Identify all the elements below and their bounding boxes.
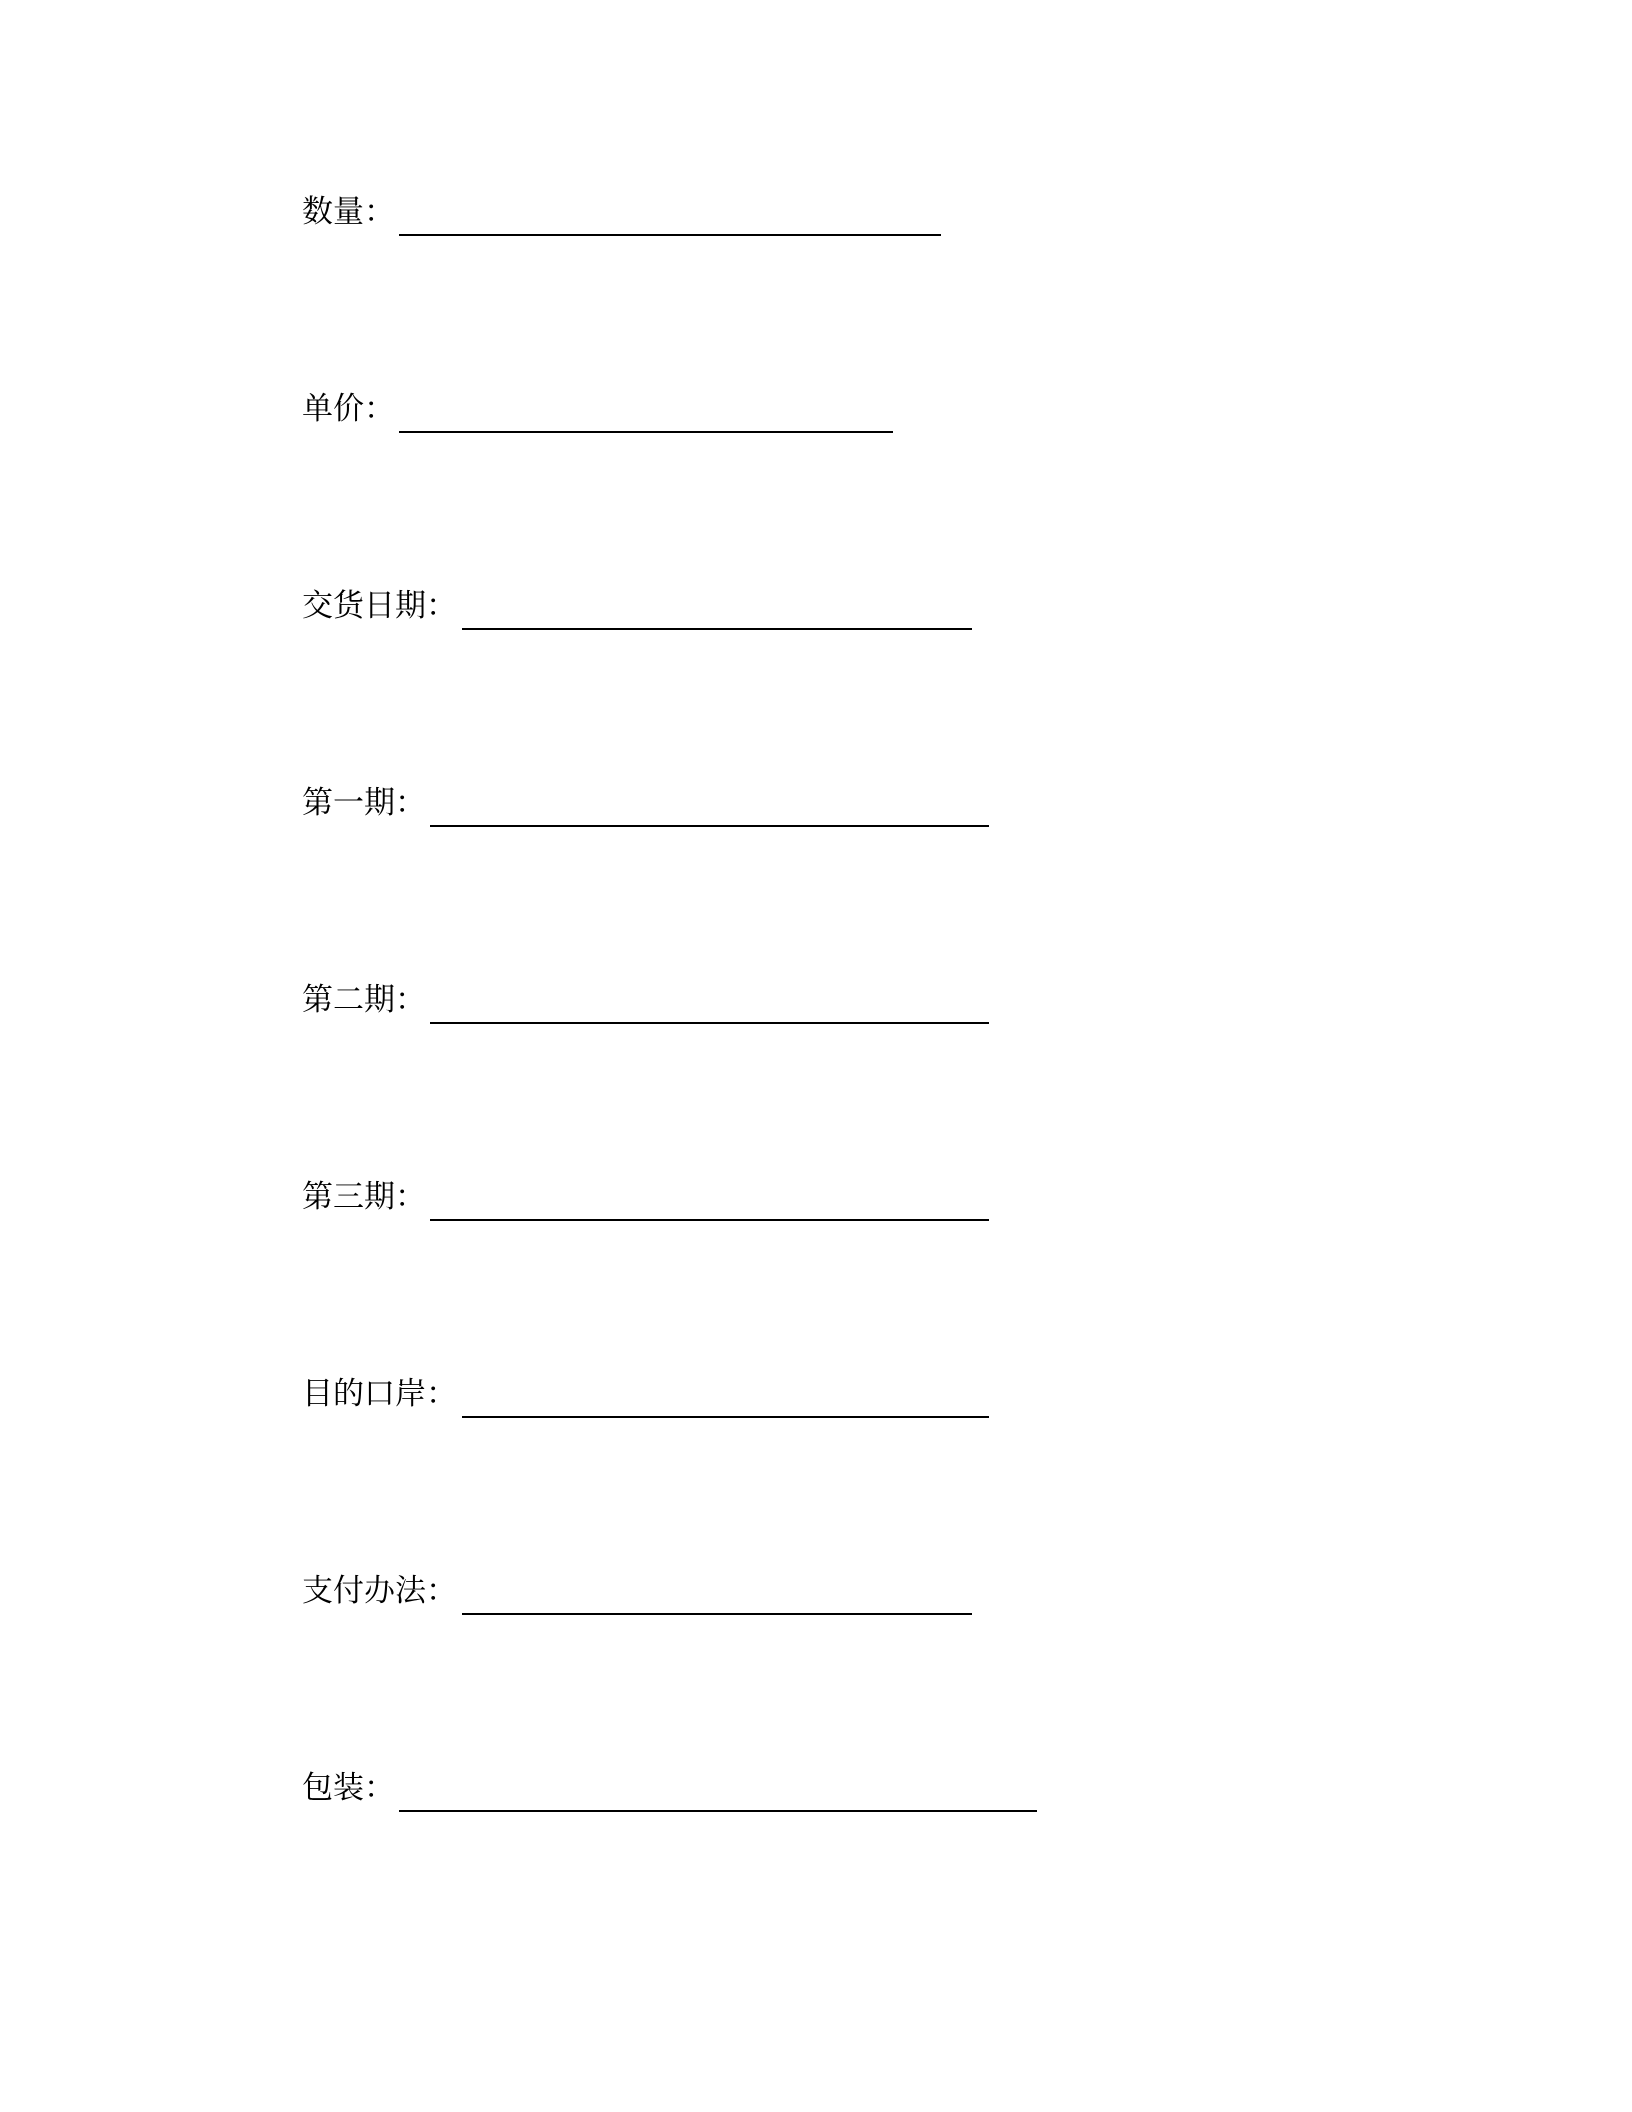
phase-2-label: 第二期： <box>302 982 426 1018</box>
phase-3-blank-line[interactable] <box>430 1219 989 1221</box>
destination-port-label: 目的口岸： <box>302 1376 457 1412</box>
phase-2-blank-line[interactable] <box>430 1022 989 1024</box>
delivery-date-blank-line[interactable] <box>462 628 972 630</box>
quantity-blank-line[interactable] <box>399 234 941 236</box>
payment-method-blank-line[interactable] <box>462 1613 972 1615</box>
phase-1-blank-line[interactable] <box>430 825 989 827</box>
packing-label: 包装： <box>302 1770 395 1806</box>
unit-price-blank-line[interactable] <box>399 431 893 433</box>
payment-method-label: 支付办法： <box>302 1573 457 1609</box>
delivery-date-label: 交货日期： <box>302 588 457 624</box>
phase-1-label: 第一期： <box>302 785 426 821</box>
quantity-label: 数量： <box>302 194 395 230</box>
unit-price-label: 单价： <box>302 391 395 427</box>
phase-3-label: 第三期： <box>302 1179 426 1215</box>
destination-port-blank-line[interactable] <box>462 1416 989 1418</box>
packing-blank-line[interactable] <box>399 1810 1037 1812</box>
